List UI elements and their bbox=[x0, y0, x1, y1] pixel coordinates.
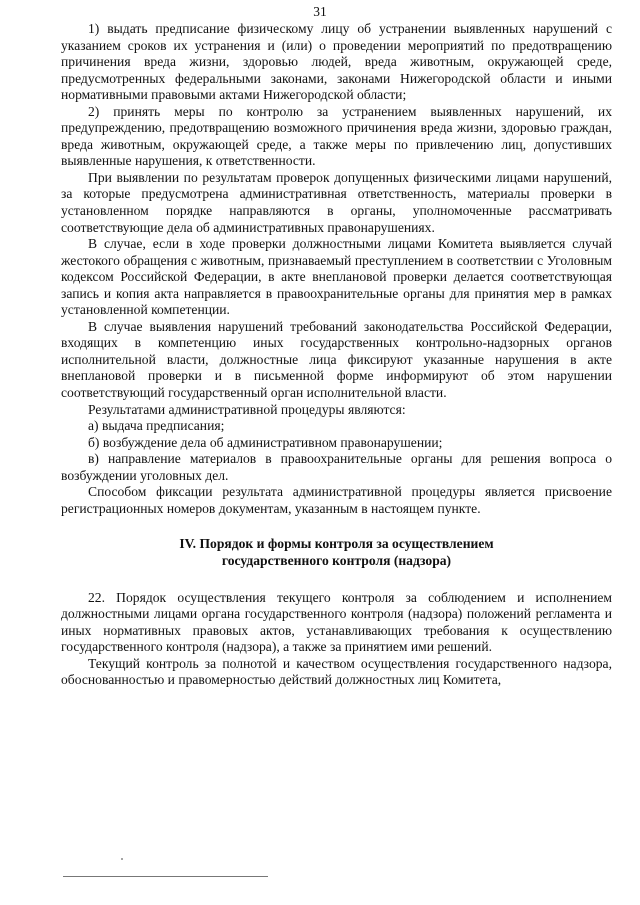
section-heading-line-1: IV. Порядок и формы контроля за осуществлением bbox=[179, 536, 494, 552]
paragraph-current-control: Текущий контроль за полнотой и качеством осуществления государственного надзора, обоснованностью и правомерностью действий должностных лиц Комитета, bbox=[61, 655, 612, 688]
paragraph-animal-cruelty: В случае, если в ходе проверки должностными лицами Комитета выявляется случай жестокого обращения с животным, признаваемый преступлением в соответствии с Уголовным кодексом Российской Федерации, в акте внеплановой проверки делается соответствующая запись и копия акта направляется в правоохранительные органы для принятия мер в рамках установленной компетенции. bbox=[61, 236, 612, 318]
paragraph-item-1: 1) выдать предписание физическому лицу об устранении выявленных нарушений с указанием сроков их устранения и (или) о проведении мероприятий по предотвращению причинения вреда жизни, здоровью людей, вреда животным, окружающей среде, предусмотренных федеральными законами, законами Нижегородской области и иными нормативными правовыми актами Нижегородской области; bbox=[61, 21, 612, 103]
paragraph-result-a: а) выдача предписания; bbox=[88, 418, 225, 434]
paragraph-fixation-method: Способом фиксации результата административной процедуры является присвоение регистрационных номеров документам, указанным в настоящем пункте. bbox=[61, 484, 612, 516]
page-number: 31 bbox=[313, 4, 327, 19]
paragraph-other-authorities: В случае выявления нарушений требований законодательства Российской Федерации, входящих в компетенцию иных государственных контрольно-надзорных органов исполнительной власти, должностные лица фиксируют указанные нарушения в акте внеплановой проверки и в письменной форме информируют об этом нарушении соответствующий государственный орган исполнительной власти. bbox=[61, 318, 612, 401]
section-heading bbox=[61, 536, 612, 569]
footnote-divider bbox=[63, 876, 268, 877]
paragraph-results-intro: Результатами административной процедуры являются: bbox=[88, 401, 406, 417]
section-heading-line-2: государственного контроля (надзора) bbox=[221, 552, 452, 568]
paragraph-item-22: 22. Порядок осуществления текущего контроля за соблюдением и исполнением должностными лицами органа государственного контроля (надзора) положений регламента и иных нормативных правовых актов, устанавливающих требования к осуществлению государственного контроля (надзора), а также за принятием ими решений. bbox=[61, 589, 612, 655]
paragraph-result-c: в) направление материалов в правоохранительные органы для решения вопроса о возбуждении уголовных дел. bbox=[61, 451, 612, 483]
paragraph-result-b: б) возбуждение дела об административном правонарушении; bbox=[88, 434, 443, 450]
scan-speck bbox=[121, 858, 123, 860]
paragraph-item-2: 2) принять меры по контролю за устранением выявленных нарушений, их предупреждению, предотвращению возможного причинения вреда жизни, здоровью граждан, вреда животным, окружающей среде, а также меры по привлечению лиц, допустивших выявленные нарушения, к ответственности. bbox=[61, 103, 612, 169]
paragraph-violations-materials: При выявлении по результатам проверок допущенных физическими лицами нарушений, за которые предусмотрена административная ответственность, материалы проверки в установленном порядке направляются в органы, уполномоченные рассматривать соответствующие дела об административных правонарушениях. bbox=[61, 169, 612, 235]
document-body bbox=[61, 21, 612, 689]
